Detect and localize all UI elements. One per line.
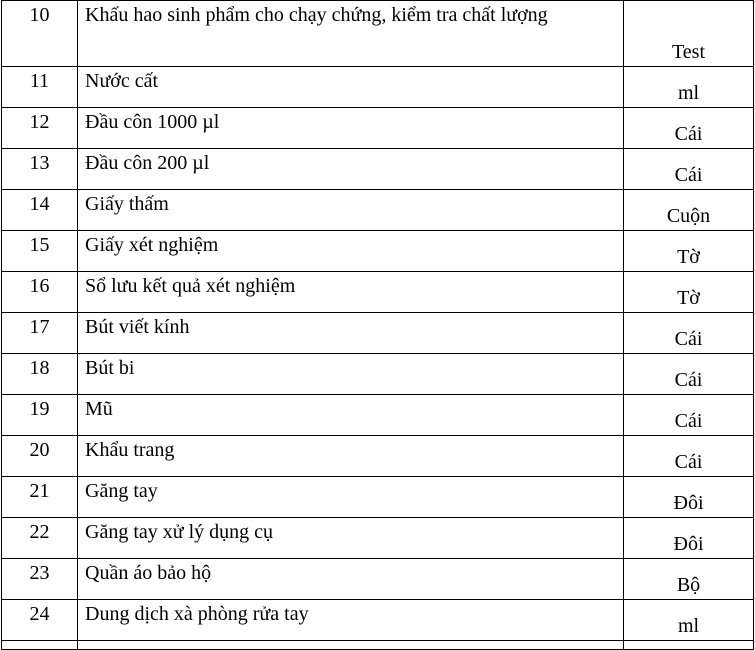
row-number: 14 (2, 190, 78, 231)
row-number: 16 (2, 272, 78, 313)
item-name: Dung dịch xà phòng rửa tay (78, 600, 624, 641)
item-unit: Cái (624, 354, 754, 395)
table-row (2, 313, 754, 354)
table-row (2, 67, 754, 108)
item-name: Quần áo bảo hộ (78, 559, 624, 600)
table-row (2, 149, 754, 190)
item-unit: Cái (624, 313, 754, 354)
item-unit: Test (624, 1, 754, 67)
table-row (2, 1, 754, 67)
item-name: Giấy xét nghiệm (78, 231, 624, 272)
table-row (2, 190, 754, 231)
item-name: Sổ lưu kết quả xét nghiệm (78, 272, 624, 313)
row-number: 13 (2, 149, 78, 190)
row-number: 20 (2, 436, 78, 477)
item-unit: ml (624, 67, 754, 108)
row-number: 22 (2, 518, 78, 559)
table-row-partial (2, 641, 754, 650)
row-number: 23 (2, 559, 78, 600)
item-name: Khẩu trang (78, 436, 624, 477)
item-unit: Bộ (624, 559, 754, 600)
item-name: Đầu côn 1000 µl (78, 108, 624, 149)
table-row (2, 272, 754, 313)
table-row (2, 559, 754, 600)
table-row (2, 395, 754, 436)
item-name: Nước cất (78, 67, 624, 108)
empty-cell (78, 641, 624, 650)
item-name: Mũ (78, 395, 624, 436)
row-number: 10 (2, 1, 78, 67)
table-row (2, 436, 754, 477)
item-name: Đầu côn 200 µl (78, 149, 624, 190)
row-number: 17 (2, 313, 78, 354)
item-unit: Cái (624, 395, 754, 436)
item-name: Giấy thấm (78, 190, 624, 231)
item-name: Khấu hao sinh phẩm cho chạy chứng, kiểm tra chất lượng (78, 1, 624, 67)
table-row (2, 477, 754, 518)
item-unit: Đôi (624, 518, 754, 559)
empty-cell (624, 641, 754, 650)
table-row (2, 600, 754, 641)
row-number: 21 (2, 477, 78, 518)
row-number: 11 (2, 67, 78, 108)
item-unit: Cái (624, 108, 754, 149)
row-number: 24 (2, 600, 78, 641)
item-unit: Cái (624, 149, 754, 190)
table-row (2, 108, 754, 149)
item-name: Găng tay xử lý dụng cụ (78, 518, 624, 559)
item-unit: Cuộn (624, 190, 754, 231)
item-unit: Tờ (624, 272, 754, 313)
row-number: 12 (2, 108, 78, 149)
item-name: Bút viết kính (78, 313, 624, 354)
row-number: 15 (2, 231, 78, 272)
item-name: Găng tay (78, 477, 624, 518)
item-unit: Đôi (624, 477, 754, 518)
table-row (2, 518, 754, 559)
table-row (2, 231, 754, 272)
item-unit: Tờ (624, 231, 754, 272)
table-row (2, 354, 754, 395)
supplies-table (1, 0, 754, 650)
row-number: 19 (2, 395, 78, 436)
empty-cell (2, 641, 78, 650)
item-unit: ml (624, 600, 754, 641)
item-unit: Cái (624, 436, 754, 477)
row-number: 18 (2, 354, 78, 395)
item-name: Bút bi (78, 354, 624, 395)
